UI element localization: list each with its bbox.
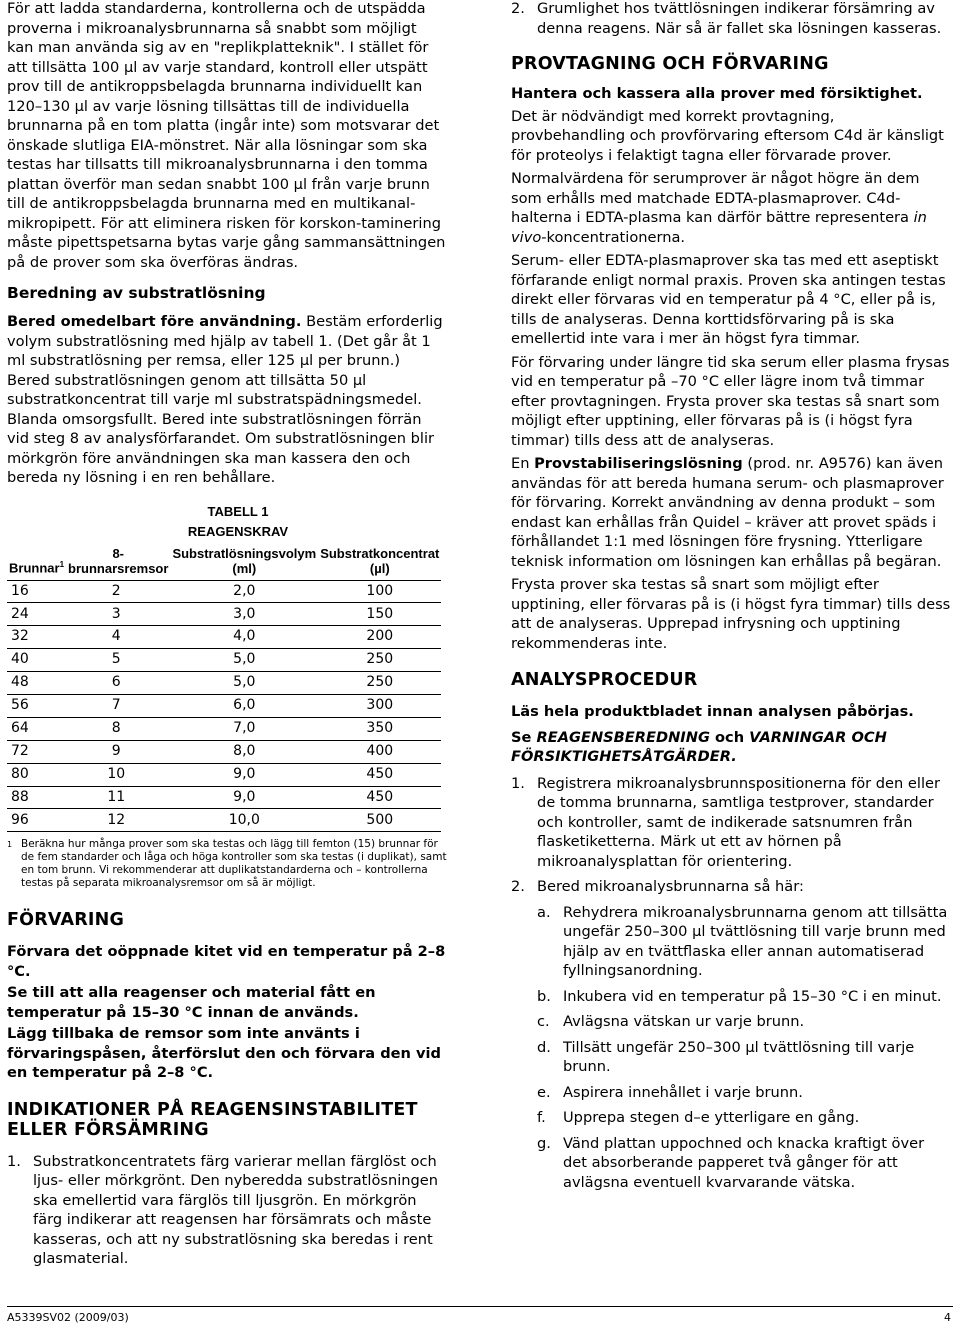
table-row	[7, 603, 441, 626]
list-number: a.	[537, 903, 551, 921]
table-cell: 200	[318, 626, 441, 649]
table-cell: 4	[66, 626, 170, 649]
table-cell: 450	[318, 786, 441, 809]
table-row	[7, 580, 441, 603]
table-cell: 6	[66, 672, 170, 695]
list-item: 2. Grumlighet hos tvättlösningen indikerar försämring av denna reagens. När så är fallet ska lösningen kasseras.	[511, 0, 942, 37]
storage-heading: FÖRVARING	[7, 910, 125, 931]
table-cell: 40	[7, 649, 66, 672]
list-text: Aspirera innehållet i varje brunn.	[563, 1083, 803, 1101]
col-header-volume: Substratlösningsvolym (ml)	[170, 544, 318, 581]
table-cell: 8,0	[170, 740, 318, 763]
table-cell: 2	[66, 580, 170, 603]
sampling-bold: Hantera och kassera alla prover med försiktighet.	[511, 85, 923, 102]
instability-heading: INDIKATIONER PÅ REAGENSINSTABILITET ELLER FÖRSÄMRING	[7, 1099, 418, 1140]
table-cell: 64	[7, 717, 66, 740]
list-item	[537, 1134, 951, 1193]
document-code: A5339SV02 (2009/03)	[7, 1311, 129, 1324]
storage-p1: Förvara det oöppnade kitet vid en temperatur på 2–8 °C.	[7, 943, 446, 980]
table-cell: 5,0	[170, 672, 318, 695]
table-cell: 5,0	[170, 649, 318, 672]
instability-list-continued	[511, 0, 951, 38]
table-header-row	[7, 544, 441, 581]
table-title	[7, 502, 447, 542]
table-cell: 250	[318, 649, 441, 672]
table-cell: 32	[7, 626, 66, 649]
substrate-bold: Bered omedelbart före användning.	[7, 313, 302, 330]
procedure-note-1: Läs hela produktbladet innan analysen påbörjas.	[511, 703, 914, 720]
sampling-p6: Frysta prover ska testas så snart som möjligt efter upptining, eller förvaras på is (i högst fyra timmar) tills dess att de analyseras. Upprepad infrysning och upptining rekommenderas inte.	[511, 576, 951, 652]
list-text: Vänd plattan uppochned och knacka kraftigt över det absorberande papperet två gånger för att avlägsna eventuell kvarvarande vätska.	[563, 1134, 925, 1191]
instability-list	[7, 1152, 447, 1269]
procedure-heading: ANALYSPROCEDUR	[511, 670, 698, 690]
table-cell: 10	[66, 763, 170, 786]
table-cell: 3,0	[170, 603, 318, 626]
sampling-p3: Serum- eller EDTA-plasmaprover ska tas med ett aseptiskt förfarande enligt normal praxis. Proven ska antingen testas direkt eller förvaras vid en temperatur på 4 °C, eller på is, tills de analyseras. Denna korttidsförvaring på is ska emellertid inte vara i mer än högst fyra timmar.	[511, 252, 946, 347]
sampling-heading: PROVTAGNING OCH FÖRVARING	[511, 54, 829, 74]
table-cell: 150	[318, 603, 441, 626]
page-number: 4	[944, 1311, 951, 1324]
right-column	[511, 0, 951, 1192]
table-cell: 96	[7, 809, 66, 832]
table-cell: 11	[66, 786, 170, 809]
table-cell: 450	[318, 763, 441, 786]
list-number: 2.	[511, 878, 525, 895]
sampling-p4: För förvaring under längre tid ska serum eller plasma frysas vid en temperatur på –70 °C eller lägre inom två timmar efter provtagningen. Frysta prover ska testas så snart som möjligt efter upptining, eller förvaras på is (i högst fyra timmar) tills dess att de analyseras.	[511, 353, 950, 449]
storage-p2: Se till att alla reagenser och material fått en temperatur på 15–30 °C innan de används.	[7, 984, 376, 1021]
table-cell: 88	[7, 786, 66, 809]
table-cell: 9,0	[170, 786, 318, 809]
list-number: b.	[537, 987, 551, 1005]
table-cell: 300	[318, 694, 441, 717]
procedure-steps	[511, 774, 951, 897]
procedure-substeps	[537, 903, 951, 1193]
col-header-strips: 8-brunnarsremsor	[66, 544, 170, 581]
table-cell: 500	[318, 809, 441, 832]
list-item	[537, 1038, 951, 1077]
table-cell: 7,0	[170, 717, 318, 740]
left-column	[7, 0, 447, 1269]
table-row	[7, 717, 441, 740]
list-text: Bered mikroanalysbrunnarna så här:	[537, 878, 804, 895]
list-number: g.	[537, 1134, 551, 1152]
list-item	[537, 987, 951, 1007]
table-footnote	[7, 838, 447, 890]
table-cell: 3	[66, 603, 170, 626]
list-item	[537, 1108, 951, 1128]
table-cell: 72	[7, 740, 66, 763]
table-cell: 2,0	[170, 580, 318, 603]
table-cell: 56	[7, 694, 66, 717]
table-row	[7, 694, 441, 717]
reagent-table-block	[7, 502, 447, 891]
table-title-line1: TABELL 1	[207, 503, 269, 519]
list-item	[511, 774, 951, 872]
table-cell: 9	[66, 740, 170, 763]
intro-paragraph: För att ladda standarderna, kontrollerna och de utspädda proverna i mikroanalysbrunnarna så snabbt som möjligt kan man använda sig av en "replikplatteknik". I stället för att tillsätta 100 µl av varje standard, kontroll eller utspätt prov till de antikroppsbelagda brunnarna individuellt kan 120–130 µl av varje lösning tillsättas till de individuella brunnarna på en tom platta (ingår inte) som motsvarar det önskade slutliga EIA-mönstret. När alla lösningar som ska testas har tillsatts till mikroanalysbrunnarna i den tomma plattan överför man sedan snabbt 100 µl från varje brunn till de antikroppsbelagda brunnarna med en multikanal-mikropipett. För att eliminera risken för korskon-taminering måste pipettspetsarna bytas varje gång sammansättningen på de prover som ska överföras ändras.	[7, 0, 446, 271]
table-cell: 350	[318, 717, 441, 740]
table-row	[7, 649, 441, 672]
col-header-wells: Brunnar$^1$	[7, 544, 66, 581]
list-number: c.	[537, 1013, 550, 1030]
table-cell: 10,0	[170, 809, 318, 832]
list-item: 1. Substratkoncentratets färg varierar mellan färglöst och ljus- eller mörkgrönt. Den nyberedda substratlösningen ska emellertid vara färglös till ljusgrön. En mörkgrön färg indikerar att reagensen har försämrats och måste kasseras, och att ny substratlösning ska beredas i rent glasmaterial.	[7, 1152, 439, 1268]
list-text: Avlägsna vätskan ur varje brunn.	[563, 1013, 805, 1030]
list-item	[537, 903, 951, 981]
table-row	[7, 763, 441, 786]
table-cell: 24	[7, 603, 66, 626]
table-title-line2: REAGENSKRAV	[187, 523, 289, 539]
col-header-concentrate: Substratkoncentrat (µl)	[318, 544, 441, 581]
list-text: Inkubera vid en temperatur på 15–30 °C i en minut.	[563, 987, 942, 1005]
table-cell: 5	[66, 649, 170, 672]
table-cell: 7	[66, 694, 170, 717]
list-text: Upprepa stegen d–e ytterligare en gång.	[563, 1109, 860, 1126]
table-cell: 250	[318, 672, 441, 695]
substrate-paragraph	[7, 312, 447, 488]
substrate-heading: Beredning av substratlösning	[7, 284, 266, 302]
table-row	[7, 740, 441, 763]
list-number: e.	[537, 1083, 551, 1101]
list-text: Rehydrera mikroanalysbrunnarna genom att tillsätta ungefär 250–300 µl tvättlösning till varje brunn med hjälp av en tvättflaska eller annan automatiserad fyllningsanordning.	[563, 903, 948, 979]
table-row	[7, 786, 441, 809]
page-footer	[7, 1311, 951, 1324]
table-cell: 8	[66, 717, 170, 740]
table-cell: 80	[7, 763, 66, 786]
table-row	[7, 672, 441, 695]
table-cell: 12	[66, 809, 170, 832]
sampling-p2: Normalvärdena för serumprover är något högre än dem som erhålls med matchade EDTA-plasmaprover. C4d-halterna i EDTA-plasma kan därför bättre representera in vivo-koncentrationerna.	[511, 170, 927, 246]
list-number: d.	[537, 1038, 551, 1056]
storage-p3: Lägg tillbaka de remsor som inte använts i förvaringspåsen, återförslut den och förvara den vid en temperatur på 2–8 °C.	[7, 1025, 441, 1082]
list-number: f.	[537, 1109, 546, 1126]
table-cell: 16	[7, 580, 66, 603]
table-cell: 400	[318, 740, 441, 763]
list-number: 1.	[511, 774, 525, 792]
table-cell: 4,0	[170, 626, 318, 649]
sampling-p5: En Provstabiliseringslösning (prod. nr. A9576) kan även användas för att bereda humana serum- och plasmaprover för förvaring. Korrekt användning av denna produkt – som endast kan erhållas från Quidel – kräver att provet späds i förhållandet 1:1 med lösningen före frysning. Ytterligare teknisk information om lösningen kan erhållas på begäran.	[511, 455, 944, 570]
footer-divider	[7, 1306, 953, 1307]
substrate-text: Bestäm erforderlig volym substratlösning med hjälp av tabell 1. (Det går åt 1 ml substratlösning per remsa, eller 125 µl per brunn.) Bered substratlösningen genom att tillsätta 50 µl substratkoncentrat till varje ml substratspädningsmedel. Blanda omsorgsfullt. Bered inte substratlösningen förrän vid steg 8 av analysförfarandet. Om substratlösningen blir mörkgrön före användningen ska man kassera den och bereda ny lösning i en ren behållare.	[7, 313, 443, 486]
sampling-p1: Det är nödvändigt med korrekt provtagning, provbehandling och provförvaring eftersom C4d är känsligt för proteolys i felaktigt tagna eller förvarade prover.	[511, 107, 944, 164]
table-row	[7, 626, 441, 649]
footnote-mark: 1	[7, 840, 13, 850]
list-text: Tillsätt ungefär 250–300 µl tvättlösning till varje brunn.	[563, 1038, 915, 1075]
table-cell: 9,0	[170, 763, 318, 786]
table-cell: 100	[318, 580, 441, 603]
list-text: Registrera mikroanalysbrunnspositionerna för den eller de tomma brunnarna, samtliga testprover, standarder och kontroller, samt de indikerade satsnumren från flasketiketterna. Märk ut ett av hörnen på mikroanalysplattan för orientering.	[537, 774, 940, 870]
table-row	[7, 809, 441, 832]
table-cell: 48	[7, 672, 66, 695]
list-item	[511, 877, 951, 897]
reagent-table	[7, 544, 441, 833]
list-item	[537, 1083, 951, 1103]
procedure-note-2: Se REAGENSBEREDNING och VARNINGAR OCH FÖRSIKTIGHETSÅTGÄRDER.	[511, 728, 887, 765]
table-cell: 6,0	[170, 694, 318, 717]
footnote-text: Beräkna hur många prover som ska testas och lägg till femton (15) brunnar för de fem standarder och låga och höga kontroller som ska testas (i duplikat), samt en tom brunn. Vi rekommenderar att duplikatstandarderna och – kontrollerna testas på separata mikroanalysremsor om så är möjligt.	[21, 838, 447, 890]
list-item	[537, 1012, 951, 1032]
